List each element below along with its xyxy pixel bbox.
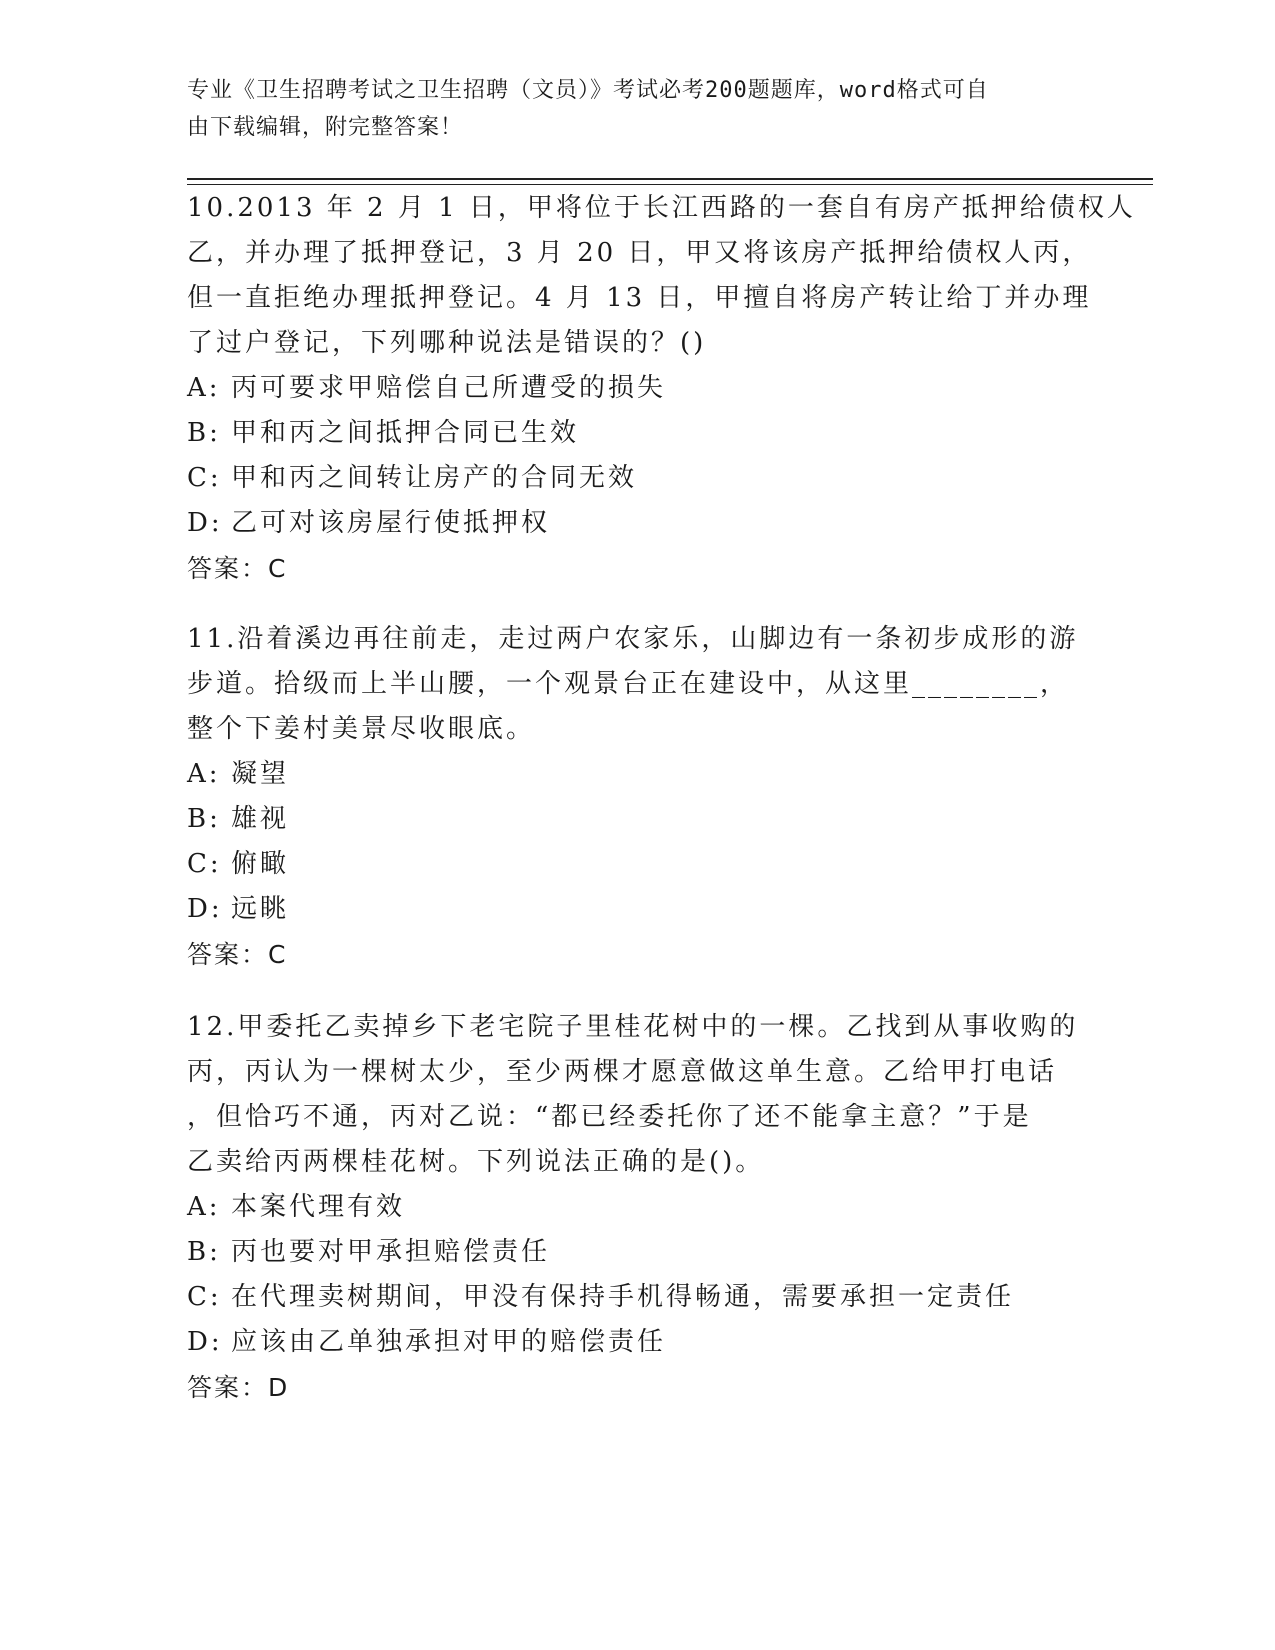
- answer-line: 答案：D: [187, 1373, 290, 1402]
- question-11: [187, 617, 1087, 977]
- question-12: [187, 1005, 1087, 1410]
- option-text: 凝望: [231, 759, 290, 789]
- option-letter: B:: [187, 1237, 221, 1267]
- option-letter: B:: [187, 418, 221, 448]
- question-text-line: 乙卖给丙两棵桂花树。下列说法正确的是()。: [187, 1147, 765, 1177]
- question-text-line: ，但恰巧不通，丙对乙说：“都已经委托你了还不能拿主意？”于是: [187, 1102, 1032, 1132]
- header-divider-thin: [187, 184, 1153, 185]
- question-text-line: 乙，并办理了抵押登记，3 月 20 日，甲又将该房产抵押给债权人丙，: [187, 238, 1092, 268]
- option-text: 雄视: [231, 804, 290, 834]
- option-a: [187, 1185, 1087, 1230]
- option-letter: A:: [187, 373, 221, 403]
- option-text: 丙也要对甲承担赔偿责任: [231, 1237, 551, 1267]
- question-text-line: 11.沿着溪边再往前走，走过两户农家乐，山脚边有一条初步成形的游: [187, 624, 1079, 654]
- option-b: [187, 411, 1087, 456]
- option-letter: D:: [187, 508, 223, 538]
- question-10: [187, 186, 1136, 591]
- option-a: [187, 366, 1087, 411]
- option-text: 在代理卖树期间，甲没有保持手机得畅通，需要承担一定责任: [231, 1282, 1015, 1312]
- option-b: [187, 797, 1087, 842]
- option-letter: C:: [187, 463, 222, 493]
- question-text-line: 整个下姜村美景尽收眼底。: [187, 714, 536, 744]
- document-header: [187, 72, 1067, 146]
- question-text-line: 步道。拾级而上半山腰，一个观景台正在建设中，从这里________，: [187, 669, 1070, 699]
- option-d: [187, 1320, 1087, 1365]
- option-letter: C:: [187, 849, 222, 879]
- option-text: 本案代理有效: [231, 1192, 406, 1222]
- question-text-line: 12.甲委托乙卖掉乡下老宅院子里桂花树中的一棵。乙找到从事收购的: [187, 1012, 1079, 1042]
- question-text-line: 但一直拒绝办理抵押登记。4 月 13 日，甲擅自将房产转让给丁并办理: [187, 283, 1092, 313]
- option-letter: A:: [187, 759, 221, 789]
- option-a: [187, 752, 1087, 797]
- question-text-line: 丙，丙认为一棵树太少，至少两棵才愿意做这单生意。乙给甲打电话: [187, 1057, 1058, 1087]
- option-c: [187, 456, 1087, 501]
- option-letter: D:: [187, 1327, 223, 1357]
- option-text: 俯瞰: [231, 849, 290, 879]
- option-text: 远眺: [231, 894, 290, 924]
- option-b: [187, 1230, 1087, 1275]
- option-letter: D:: [187, 894, 223, 924]
- option-c: [187, 842, 1087, 887]
- answer-line: 答案：C: [187, 554, 288, 583]
- option-text: 丙可要求甲赔偿自己所遭受的损失: [231, 373, 667, 403]
- option-d: [187, 887, 1087, 932]
- option-letter: C:: [187, 1282, 222, 1312]
- header-line-1: 专业《卫生招聘考试之卫生招聘（文员）》考试必考200题题库，word格式可自: [187, 78, 989, 103]
- answer-line: 答案：C: [187, 940, 288, 969]
- header-divider-thick: [187, 178, 1153, 180]
- option-text: 甲和丙之间转让房产的合同无效: [231, 463, 638, 493]
- header-line-2: 由下载编辑，附完整答案！: [187, 115, 464, 140]
- option-text: 应该由乙单独承担对甲的赔偿责任: [231, 1327, 667, 1357]
- option-d: [187, 501, 1087, 546]
- question-text-line: 10.2013 年 2 月 1 日，甲将位于长江西路的一套自有房产抵押给债权人: [187, 193, 1136, 223]
- option-letter: B:: [187, 804, 221, 834]
- option-text: 甲和丙之间抵押合同已生效: [231, 418, 580, 448]
- question-text-line: 了过户登记，下列哪种说法是错误的？(): [187, 328, 707, 358]
- option-c: [187, 1275, 1087, 1320]
- option-letter: A:: [187, 1192, 221, 1222]
- option-text: 乙可对该房屋行使抵押权: [231, 508, 551, 538]
